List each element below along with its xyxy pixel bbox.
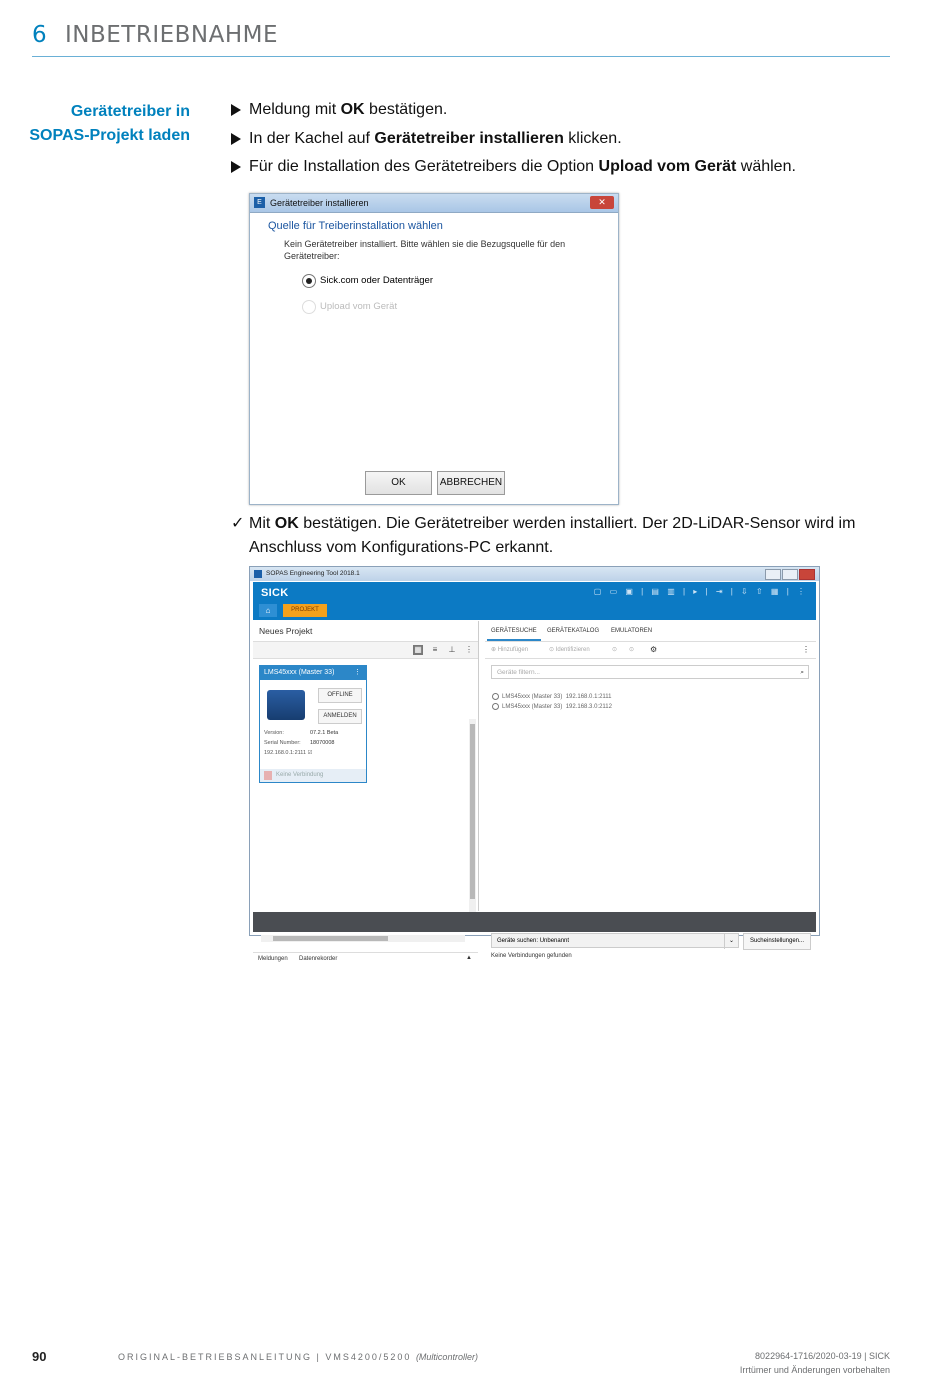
maximize-icon[interactable] xyxy=(782,569,798,580)
side-heading-line2: SOPAS-Projekt laden xyxy=(29,127,190,144)
chevron-down-icon[interactable]: ⌄ xyxy=(724,934,734,949)
document-title: ORIGINAL-BETRIEBSANLEITUNG | VMS4200/5200 (Multicontroller) xyxy=(118,1352,478,1362)
close-icon[interactable] xyxy=(799,569,815,580)
dialog-subtitle: Quelle für Treiberinstallation wählen xyxy=(268,220,443,232)
device-tile-header: LMS45xxx (Master 33) ⋮ xyxy=(260,666,366,680)
tree-view-icon[interactable]: ⊥ xyxy=(448,645,456,654)
vertical-scrollbar[interactable] xyxy=(469,719,476,931)
check-icon: ✓ xyxy=(231,515,245,532)
chapter-title: INBETRIEBNAHME xyxy=(65,22,279,48)
chapter-header xyxy=(32,22,890,57)
cancel-button[interactable]: ABBRECHEN xyxy=(437,471,505,495)
close-icon[interactable]: ✕ xyxy=(590,196,614,209)
sick-logo: SICK xyxy=(261,587,289,599)
home-icon[interactable]: ⌂ xyxy=(259,604,277,617)
section-side-heading xyxy=(0,100,190,148)
version-row: Version: 07.2.1 Beta xyxy=(264,730,339,736)
dialog-titlebar xyxy=(250,194,618,213)
stop-icon[interactable]: ⊙ xyxy=(612,647,618,653)
arrow-bullet-icon xyxy=(231,104,241,116)
sopas-titlebar xyxy=(250,567,819,581)
status-bar xyxy=(253,912,816,932)
connection-status: Keine Verbindung xyxy=(260,769,366,782)
device-list-item[interactable]: LMS45xxx (Master 33) 192.168.0.1:2111 xyxy=(492,693,612,700)
search-toolbar xyxy=(485,641,816,659)
dialog-description: Kein Gerätetreiber installiert. Bitte wählen sie die Bezugsquelle für den Gerätetreiber: xyxy=(284,239,566,261)
app-header xyxy=(253,582,816,620)
search-icon[interactable]: ⌕ xyxy=(800,669,804,676)
device-list-item[interactable]: LMS45xxx (Master 33) 192.168.3.0:2112 xyxy=(492,703,612,710)
login-button[interactable]: ANMELDEN xyxy=(318,709,362,724)
arrow-bullet-icon xyxy=(231,133,241,145)
device-tile[interactable] xyxy=(259,665,367,783)
sopas-window xyxy=(249,566,820,962)
messages-tab[interactable]: Meldungen xyxy=(258,956,288,962)
project-tab[interactable]: PROJEKT xyxy=(283,604,327,617)
device-image xyxy=(267,690,305,720)
disclaimer: Irrtümer und Änderungen vorbehalten xyxy=(739,1365,890,1375)
dialog-title: Gerätetreiber installieren xyxy=(270,198,369,208)
page-number: 90 xyxy=(32,1349,47,1364)
offline-button[interactable]: OFFLINE xyxy=(318,688,362,703)
view-toolbar xyxy=(253,641,478,659)
add-button[interactable]: ⊕ Hinzufügen xyxy=(491,647,529,653)
driver-install-dialog: E Gerätetreiber installieren ✕ Quelle für Treiberinstallation wählen Kein Gerätetreiber installiert. Bitte wählen sie die Bezugsquelle für den Gerätetreiber: Sick.com oder Datenträger Upload vom Gerät OK ABBRECHEN xyxy=(249,193,619,505)
side-heading-line1: Gerätetreiber in xyxy=(70,103,190,120)
identify-button[interactable]: ⊙ Identifizieren xyxy=(549,647,590,653)
more-icon[interactable]: ⋮ xyxy=(354,669,361,676)
refresh-icon[interactable]: ⊙ xyxy=(629,647,635,653)
tab-device-catalog[interactable]: GERÄTEKATALOG xyxy=(547,628,600,634)
chevron-up-icon[interactable]: ▲ xyxy=(466,955,472,961)
gear-icon[interactable]: ⚙ xyxy=(650,645,658,654)
tab-emulators[interactable]: EMULATOREN xyxy=(611,628,653,634)
document-reference: 8022964-1716/2020-03-19 | SICK xyxy=(755,1351,890,1361)
project-panel xyxy=(253,621,479,962)
search-settings-button[interactable]: Sucheinstellungen... xyxy=(743,933,811,950)
horizontal-scrollbar[interactable] xyxy=(261,935,465,942)
serial-row: Serial Number: 18070008 xyxy=(264,740,335,746)
arrow-bullet-icon xyxy=(231,161,241,173)
project-name: Neues Projekt xyxy=(259,626,313,636)
chapter-number: 6 xyxy=(32,22,47,48)
app-icon: E xyxy=(254,197,265,208)
filter-input[interactable]: Geräte filtern... ⌕ xyxy=(491,665,809,679)
ok-button[interactable]: OK xyxy=(365,471,432,495)
minimize-icon[interactable] xyxy=(765,569,781,580)
left-footer xyxy=(253,952,478,965)
toolbar-icons[interactable]: ▢ ▭ ▣ | ▤ ▥ | ▸ | ⇥ | ⇩ ⇧ ▦ | ⋮ xyxy=(593,587,808,596)
app-icon xyxy=(254,570,262,578)
more-icon[interactable]: ⋮ xyxy=(465,645,473,654)
edit-icon[interactable]: ☑ xyxy=(307,750,313,756)
window-title: SOPAS Engineering Tool 2018.1 xyxy=(266,570,360,577)
radio-selected-dot xyxy=(306,278,312,284)
more-icon[interactable]: ⋮ xyxy=(802,645,810,654)
search-profile-select[interactable]: Geräte suchen: Unbenannt ⌄ xyxy=(491,933,739,948)
tab-device-search[interactable]: GERÄTESUCHE xyxy=(487,623,541,641)
list-view-icon[interactable]: ≡ xyxy=(432,645,438,654)
recorder-tab[interactable]: Datenrekorder xyxy=(299,956,338,962)
grid-view-icon[interactable]: ▦ xyxy=(414,645,422,654)
device-search-panel xyxy=(485,621,816,959)
connection-status-text: Keine Verbindungen gefunden xyxy=(491,953,572,959)
ip-row: 192.168.0.1:2111 ☑ xyxy=(264,750,313,756)
